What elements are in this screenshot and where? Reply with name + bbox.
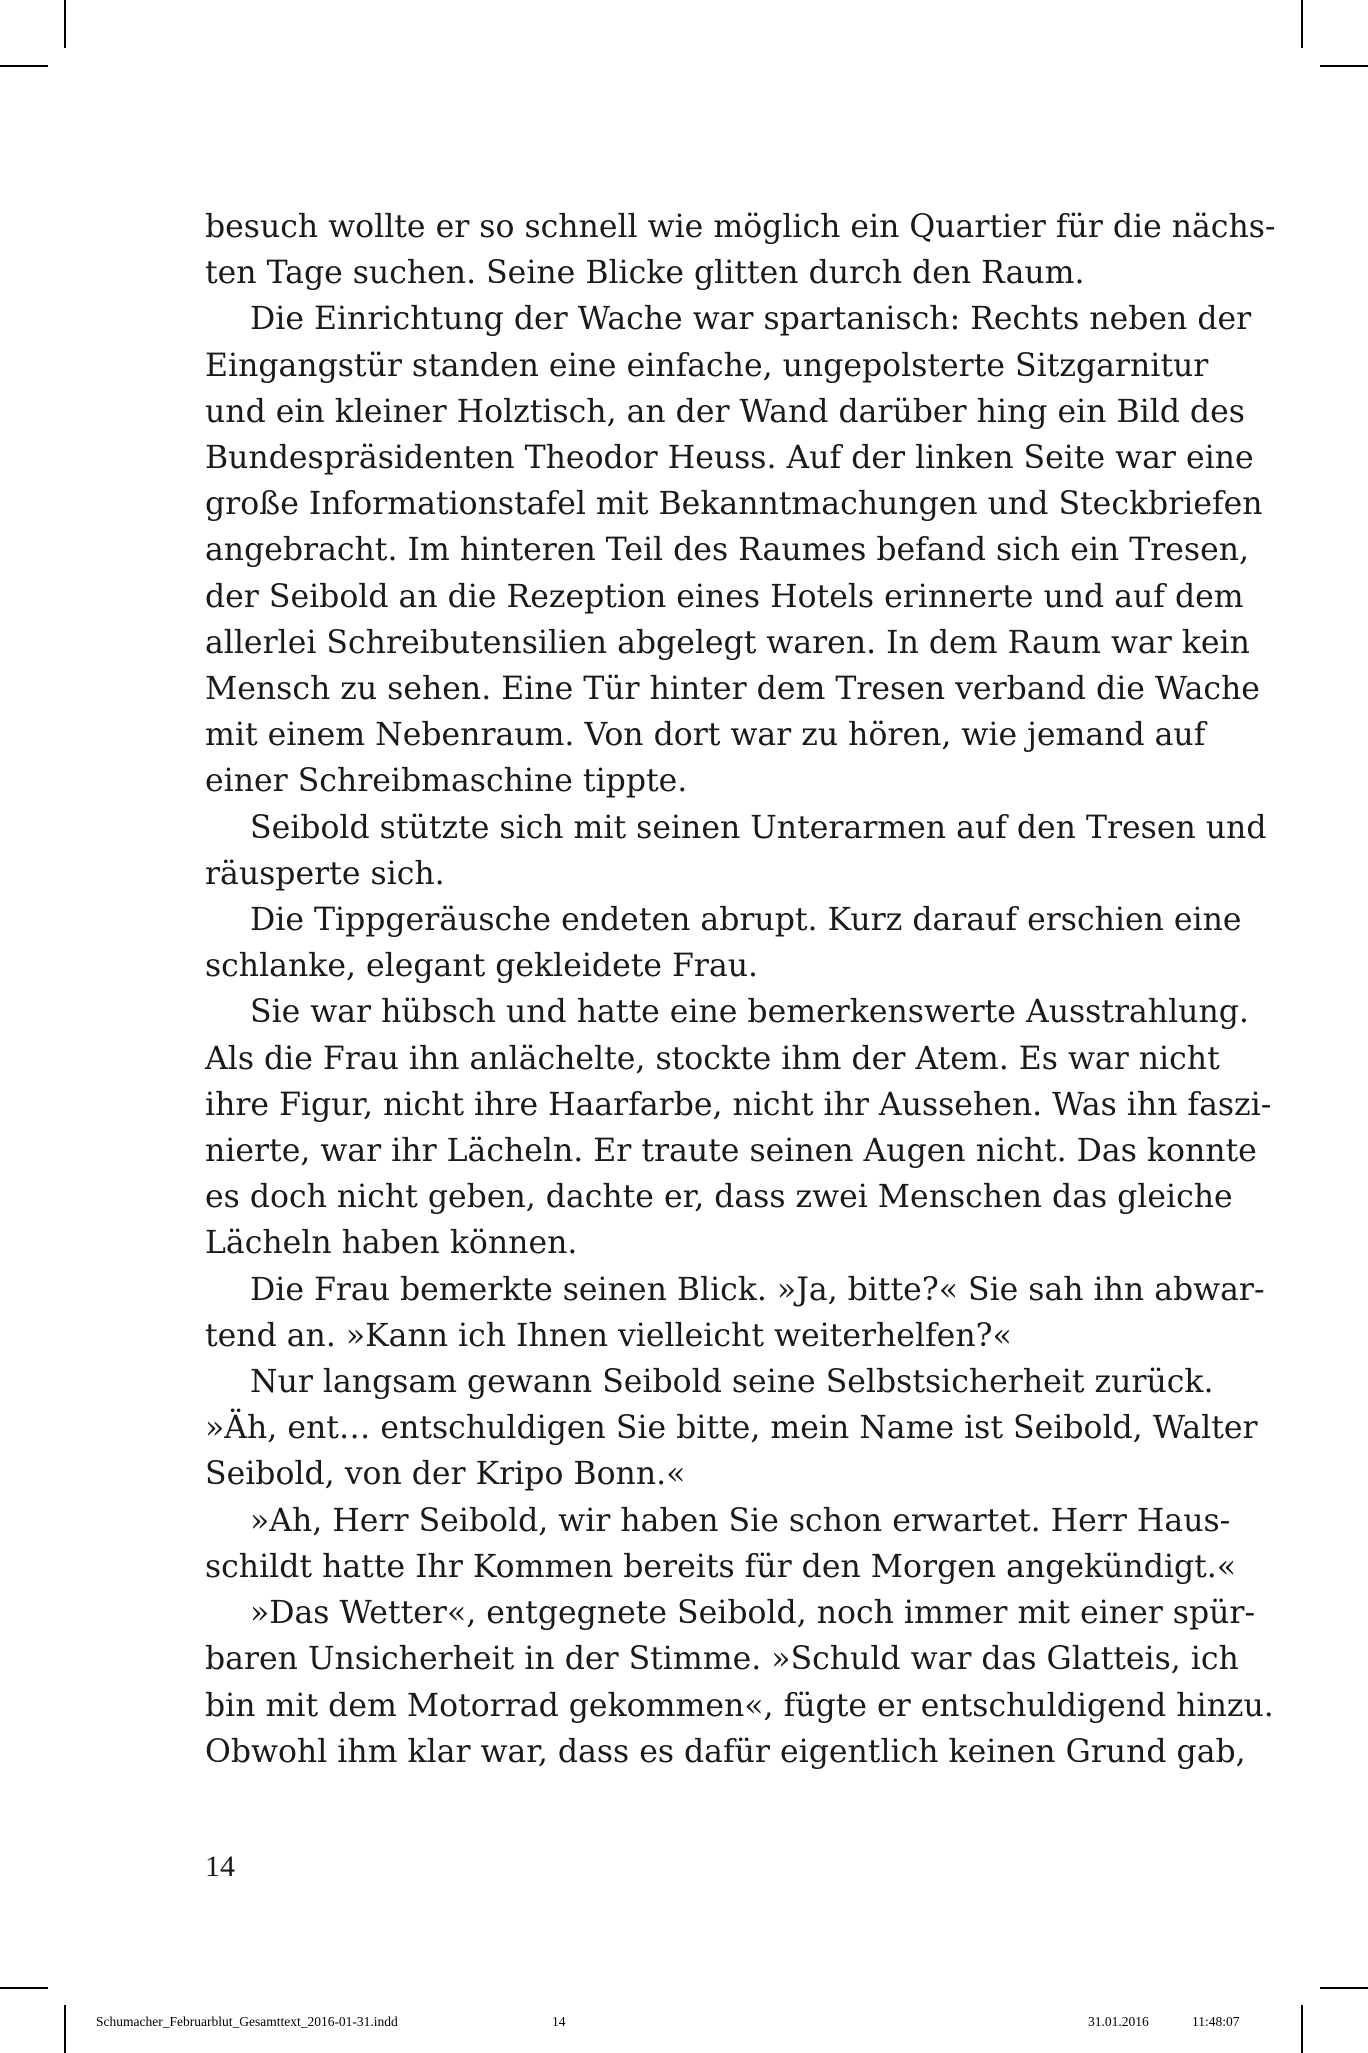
crop-mark-top-left-vertical (64, 0, 66, 48)
text-line: es doch nicht geben, dachte er, dass zwei Menschen das gleiche (205, 1179, 1233, 1216)
text-line: schlanke, elegant gekleidete Frau. (205, 948, 759, 985)
slug-filename: Schumacher_Februarblut_Gesamttext_2016-01-31.indd (96, 2014, 398, 2029)
slug-time: 11:48:07 (1192, 2014, 1240, 2029)
text-line: nierte, war ihr Lächeln. Er traute seinen Augen nicht. Das konnte (205, 1133, 1257, 1170)
slug-page: 14 (552, 2014, 566, 2029)
text-line: Lächeln haben können. (205, 1225, 578, 1262)
text-line: Eingangstür standen eine einfache, ungepolsterte Sitzgarnitur (205, 347, 1209, 384)
text-line: Sie war hübsch und hatte eine bemerkenswerte Ausstrahlung. (250, 994, 1249, 1031)
text-line: der Seibold an die Rezeption eines Hotels erinnerte und auf dem (205, 578, 1244, 615)
text-line: Die Tippgeräusche endeten abrupt. Kurz darauf erschien eine (250, 902, 1242, 939)
text-line: tend an. »Kann ich Ihnen vielleicht weiterhelfen?« (205, 1317, 1012, 1354)
crop-mark-bottom-right-vertical (1301, 2005, 1303, 2053)
text-line: Bundespräsidenten Theodor Heuss. Auf der linken Seite war eine (205, 440, 1254, 477)
slug-date: 31.01.2016 (1088, 2014, 1149, 2029)
text-line: Mensch zu sehen. Eine Tür hinter dem Tresen verband die Wache (205, 671, 1260, 708)
text-line: baren Unsicherheit in der Stimme. »Schuld war das Glatteis, ich (205, 1641, 1239, 1678)
text-line: besuch wollte er so schnell wie möglich ein Quartier für die nächs- (205, 209, 1276, 245)
crop-mark-top-right-vertical (1301, 0, 1303, 48)
body-text (205, 204, 1276, 1775)
text-line: »Ah, Herr Seibold, wir haben Sie schon erwartet. Herr Haus- (250, 1502, 1231, 1539)
text-line: Seibold stützte sich mit seinen Unterarmen auf den Tresen und (250, 809, 1267, 846)
crop-mark-top-left-horizontal (0, 65, 48, 67)
text-line: Als die Frau ihn anlächelte, stockte ihm der Atem. Es war nicht (205, 1040, 1220, 1077)
text-line: und ein kleiner Holztisch, an der Wand darüber hing ein Bild des (205, 393, 1245, 430)
text-line: Nur langsam gewann Seibold seine Selbstsicherheit zurück. (250, 1364, 1214, 1401)
page-number: 14 (205, 1850, 235, 1883)
crop-mark-bottom-right-horizontal (1320, 1987, 1368, 1989)
text-line: Die Einrichtung der Wache war spartanisch: Rechts neben der (250, 301, 1252, 338)
text-line: Obwohl ihm klar war, dass es dafür eigentlich keinen Grund gab, (205, 1733, 1246, 1770)
crop-mark-bottom-left-horizontal (0, 1987, 48, 1989)
text-line: ihre Figur, nicht ihre Haarfarbe, nicht ihr Aussehen. Was ihn faszi- (205, 1086, 1272, 1123)
text-line: ten Tage suchen. Seine Blicke glitten durch den Raum. (205, 255, 1085, 292)
text-line: »Äh, ent… entschuldigen Sie bitte, mein Name ist Seibold, Walter (205, 1410, 1258, 1447)
text-line: allerlei Schreibutensilien abgelegt waren. In dem Raum war kein (205, 624, 1250, 661)
text-line: angebracht. Im hinteren Teil des Raumes befand sich ein Tresen, (205, 532, 1250, 569)
text-line: mit einem Nebenraum. Von dort war zu hören, wie jemand auf (205, 717, 1206, 754)
crop-mark-bottom-left-vertical (64, 2005, 66, 2053)
crop-mark-top-right-horizontal (1320, 65, 1368, 67)
text-line: bin mit dem Motorrad gekommen«, fügte er entschuldigend hinzu. (205, 1687, 1274, 1724)
text-line: einer Schreibmaschine tippte. (205, 763, 688, 800)
text-line: Seibold, von der Kripo Bonn.« (205, 1456, 686, 1493)
text-line: »Das Wetter«, entgegnete Seibold, noch immer mit einer spür- (250, 1595, 1256, 1632)
text-line: schildt hatte Ihr Kommen bereits für den Morgen angekündigt.« (205, 1548, 1237, 1585)
text-line: räusperte sich. (205, 855, 445, 892)
text-line: große Informationstafel mit Bekanntmachungen und Steckbriefen (205, 486, 1263, 523)
text-line: Die Frau bemerkte seinen Blick. »Ja, bitte?« Sie sah ihn abwar- (250, 1271, 1265, 1308)
